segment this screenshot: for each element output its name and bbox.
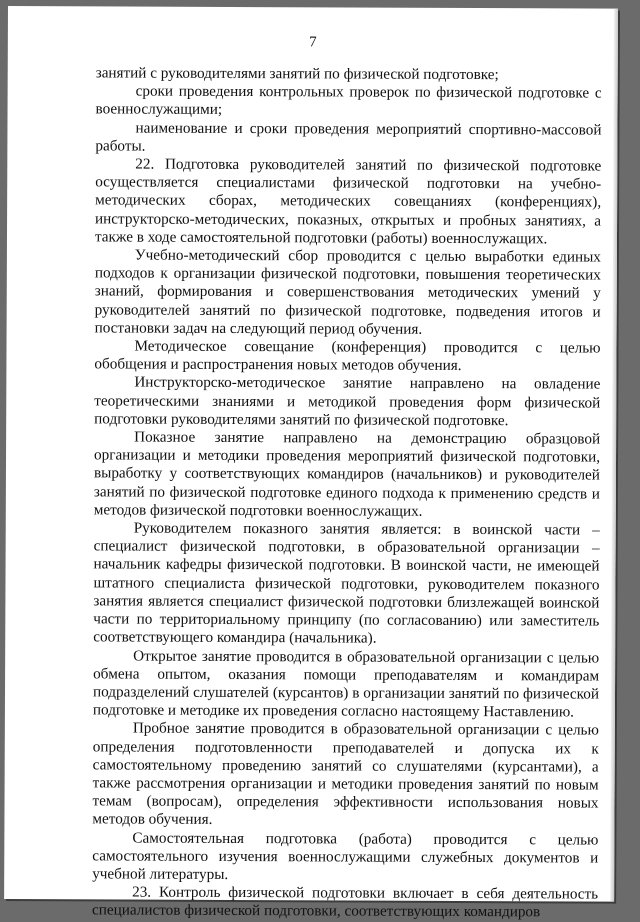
paragraph-13: 23. Контроль физической подготовки включает в себя деятельность специалистов физической подготовки, соответствующих командиров (92, 883, 599, 921)
paragraph-11: Пробное занятие проводится в образовательной организации с целью определения подготовленности преподавателей и допуска их к самостоятельному проведению занятий со слушателями (курсантами), а также рассмотрения организации и методики проведения занятий по новым темам (вопросам), определения эффективности использования новых методов обучения. (92, 719, 599, 829)
paragraph-9: Руководителем показного занятия является: в воинской части – специалист физической подготовки, в образовательной организации – начальник кафедры физической подготовки. В воинской части, не имеющей штатного специалиста физической подготовки, руководителем показного занятия является специалист физической подготовки близлежащей воинской части по территориальному принципу (по согласованию) или заместитель соответствующего командира (начальника). (93, 519, 600, 647)
paragraph-1: занятий с руководителями занятий по физической подготовке; (95, 64, 499, 84)
paragraph-2: сроки проведения контрольных проверок по физической подготовке с военнослужащими; (95, 82, 602, 119)
paragraph-7: Инструкторско-методическое занятие направлено на овладение теоретическими знаниями и методикой проведения форм физической подготовки руководителями занятий по физической подготовке. (94, 374, 601, 430)
paragraph-5: Учебно-методический сбор проводится с целью выработки единых подходов к организации физической подготовки, повышения теоретических знаний, формирования и совершенствования методических умений у руководителей занятий по физической подготовке, подведения итогов и постановки задач на следующий период обучения. (94, 246, 601, 338)
paragraph-3: наименование и сроки проведения мероприятий спортивно-массовой работы. (95, 119, 602, 155)
paragraph-10: Открытое занятие проводится в образовательной организации с целью обмена опытом, оказания помощи преподавателям и командирам подразделений слушателей (курсантов) в организации занятий по физической подготовке и методике их проведения согласно настоящему Наставлению. (92, 647, 600, 721)
document-page (4, 6, 618, 921)
page-number: 7 (309, 34, 317, 51)
scan-edge (610, 9, 618, 902)
body-text (92, 64, 602, 922)
paragraph-6: Методическое совещание (конференция) проводится с целью обобщения и распространения новых методов обучения. (94, 337, 601, 375)
paragraph-8: Показное занятие направлено на демонстрацию образцовой организации и методики проведения мероприятий физической подготовки, выработку у соответствующих командиров (начальников) и руководителей занятий по физической подготовке единого подхода к применению средств и методов физической подготовки военнослужащих. (93, 428, 601, 520)
paragraph-12: Самостоятельная подготовка (работа) проводится с целью самостоятельного изучения военнослужащими служебных документов и учебной литературы. (92, 829, 599, 883)
paragraph-4: 22. Подготовка руководителей занятий по физической подготовке осуществляется специалистами физической подготовки на учебно-методических сборах, методических совещаниях (конференциях), инструкторско-методических, показных, открытых и пробных занятиях, а также в ходе самостоятельной подготовки (работы) военнослужащих. (94, 155, 602, 248)
